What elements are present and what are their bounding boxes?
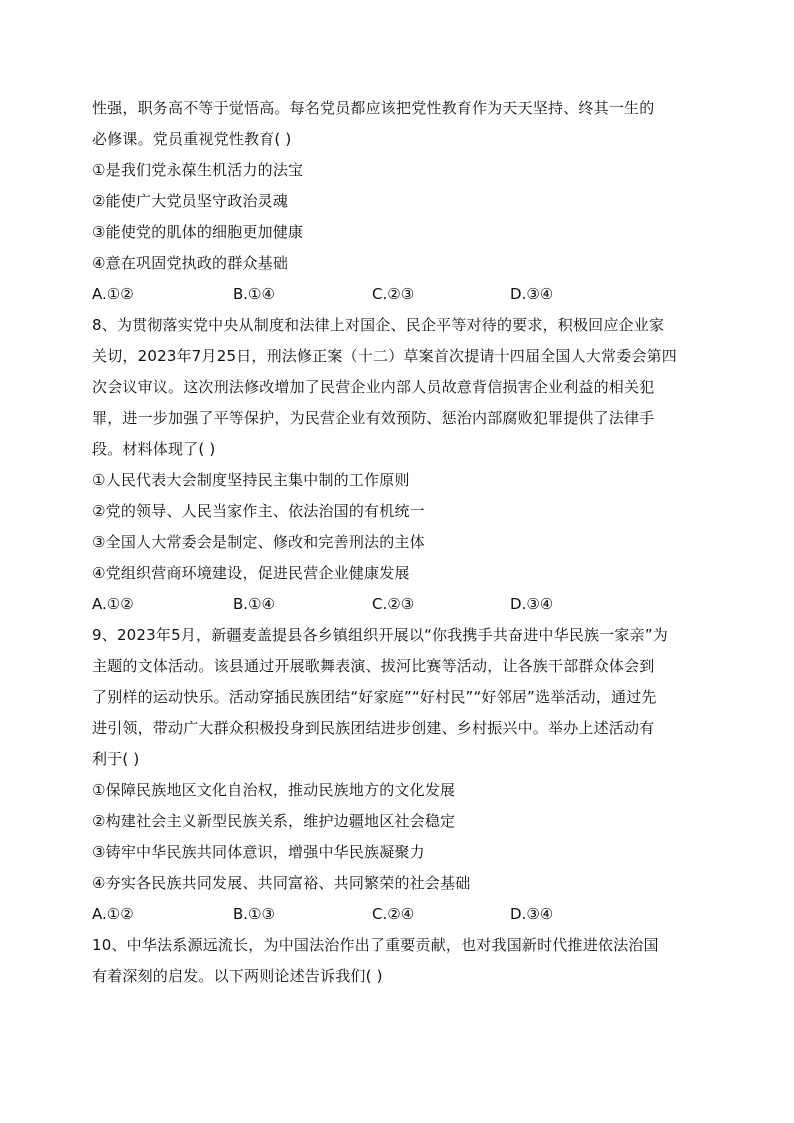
question-7-stem-line-2: 必修课。党员重视党性教育( ): [92, 130, 292, 148]
question-10-stem-line-2: 有着深刻的启发。以下两则论述告诉我们( ): [92, 967, 383, 985]
question-7: [92, 93, 712, 310]
question-8-options: [92, 589, 712, 620]
question-7-option-c: C.②③: [372, 285, 415, 303]
question-8-option-b: B.①④: [233, 595, 275, 613]
question-7-item-3: ③能使党的肌体的细胞更加健康: [92, 223, 304, 241]
question-9-option-a: A.①②: [92, 905, 134, 923]
question-7-option-b: B.①④: [233, 285, 275, 303]
question-9-stem-line-5: 利于( ): [92, 750, 140, 768]
question-7-item-2: ②能使广大党员坚守政治灵魂: [92, 192, 289, 210]
question-9: [92, 620, 712, 930]
question-9-item-1: ①保障民族地区文化自治权，推动民族地方的文化发展: [92, 781, 456, 799]
question-7-option-a: A.①②: [92, 285, 134, 303]
question-8-item-1: ①人民代表大会制度坚持民主集中制的工作原则: [92, 471, 410, 489]
question-9-option-b: B.①③: [233, 905, 275, 923]
question-9-item-2: ②构建社会主义新型民族关系，维护边疆地区社会稳定: [92, 812, 456, 830]
question-10: [92, 930, 712, 992]
question-8-stem-line-3: 次会议审议。这次刑法修改增加了民营企业内部人员故意背信损害企业利益的相关犯: [92, 378, 655, 396]
question-8-option-a: A.①②: [92, 595, 134, 613]
question-8-stem-line-1: 8、为贯彻落实党中央从制度和法律上对国企、民企平等对待的要求，积极回应企业家: [92, 316, 665, 334]
question-9-stem-line-3: 了别样的运动快乐。活动穿插民族团结“好家庭”“好村民”“好邻居”选举活动，通过先: [92, 688, 657, 706]
question-8-stem-line-5: 段。材料体现了( ): [92, 440, 216, 458]
question-9-stem-line-1: 9、2023年5月，新疆麦盖提县各乡镇组织开展以“你我携手共奋进中华民族一家亲”为: [92, 626, 669, 644]
question-8-option-c: C.②③: [372, 595, 415, 613]
question-8-option-d: D.③④: [510, 595, 554, 613]
question-9-options: [92, 899, 712, 930]
question-8-stem-line-4: 罪，进一步加强了平等保护，为民营企业有效预防、惩治内部腐败犯罪提供了法律手: [92, 409, 655, 427]
question-9-option-c: C.②④: [372, 905, 415, 923]
question-9-stem-line-4: 进引领，带动广大群众积极投身到民族团结进步创建、乡村振兴中。举办上述活动有: [92, 719, 655, 737]
question-8-stem-line-2: 关切，2023年7月25日，刑法修正案（十二）草案首次提请十四届全国人大常委会第四: [92, 347, 678, 365]
question-7-option-d: D.③④: [510, 285, 554, 303]
question-9-item-3: ③铸牢中华民族共同体意识，增强中华民族凝聚力: [92, 843, 425, 861]
question-10-stem-line-1: 10、中华法系源远流长，为中国法治作出了重要贡献，也对我国新时代推进依法治国: [92, 936, 659, 954]
question-7-options: [92, 279, 712, 310]
question-7-item-4: ④意在巩固党执政的群众基础: [92, 254, 289, 272]
question-7-stem-line-1: 性强，职务高不等于觉悟高。每名党员都应该把党性教育作为天天坚持、终其一生的: [92, 99, 655, 117]
question-8-item-3: ③全国人大常委会是制定、修改和完善刑法的主体: [92, 533, 425, 551]
question-9-stem-line-2: 主题的文体活动。该县通过开展歌舞表演、拔河比赛等活动，让各族干部群众体会到: [92, 657, 655, 675]
question-8-item-4: ④党组织营商环境建设，促进民营企业健康发展: [92, 564, 410, 582]
question-9-option-d: D.③④: [510, 905, 554, 923]
question-8-item-2: ②党的领导、人民当家作主、依法治国的有机统一: [92, 502, 425, 520]
question-9-item-4: ④夯实各民族共同发展、共同富裕、共同繁荣的社会基础: [92, 874, 471, 892]
question-8: [92, 310, 712, 620]
question-7-item-1: ①是我们党永葆生机活力的法宝: [92, 161, 304, 179]
exam-page: [92, 93, 712, 992]
